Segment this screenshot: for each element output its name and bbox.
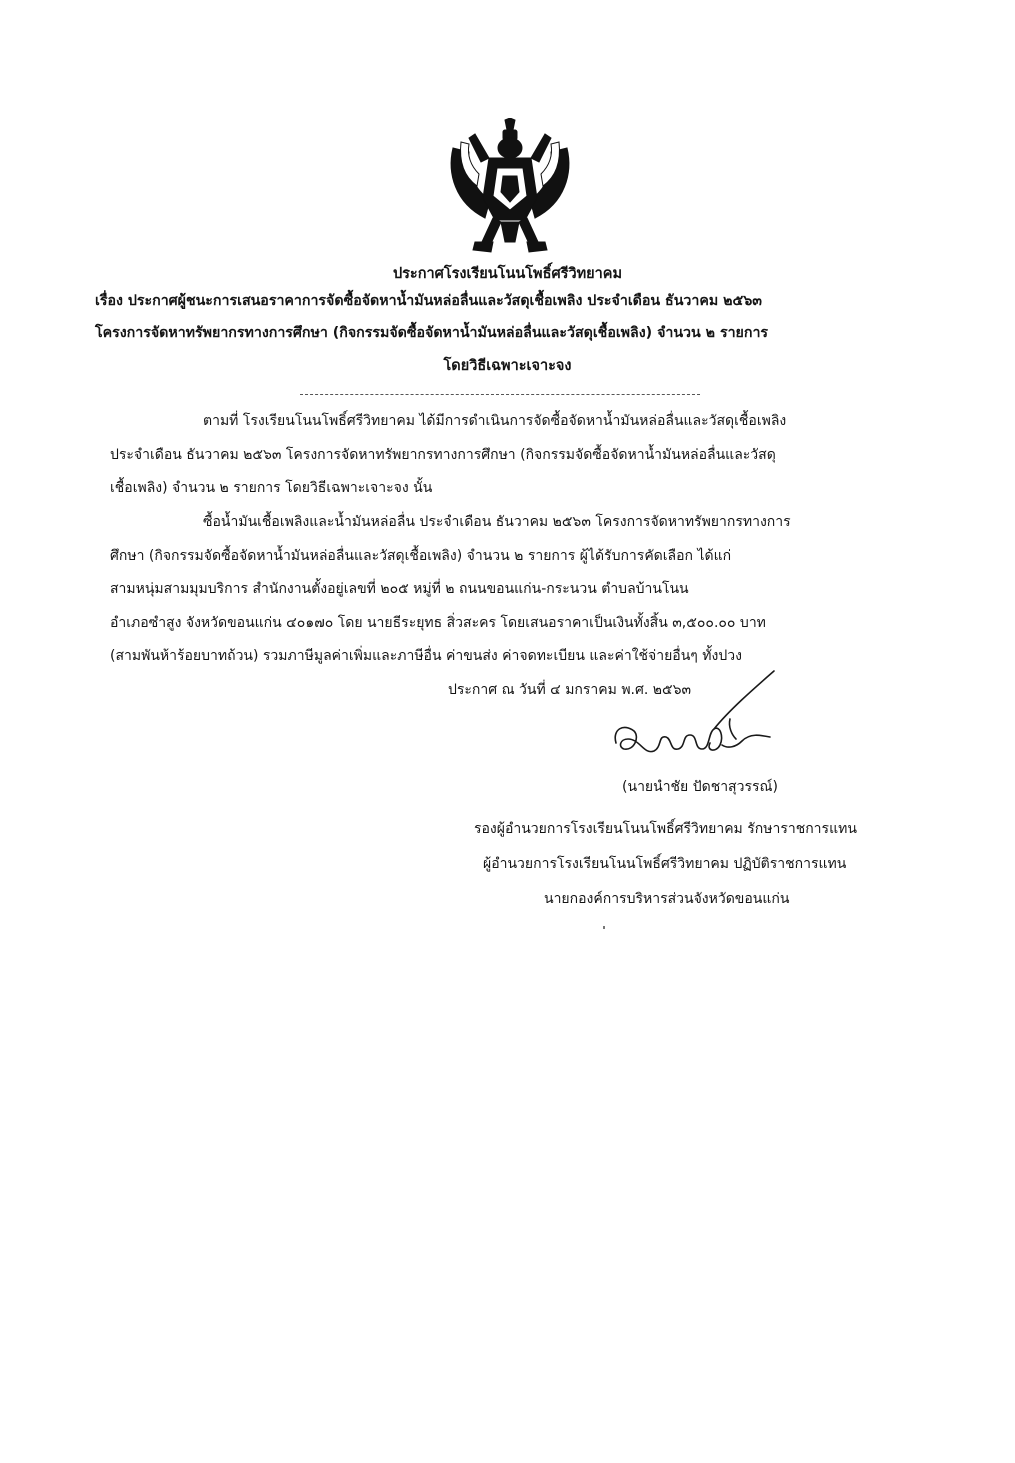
method-line: โดยวิธีเฉพาะเจาะจง xyxy=(443,358,572,374)
paragraph-2-line-1: ซื้อน้ำมันเชื้อเพลิงและน้ำมันหล่อลื่น ประจำเดือน ธันวาคม ๒๕๖๓ โครงการจัดหาทรัพยากรทางการ xyxy=(203,514,791,530)
project-line: โครงการจัดหาทรัพยากรทางการศึกษา (กิจกรรมจัดซื้อจัดหาน้ำมันหล่อลื่นและวัสดุเชื้อเพลิง) จำนวน ๒ รายการ xyxy=(95,325,769,341)
title-divider xyxy=(300,394,700,395)
paragraph-1-line-1: ตามที่ โรงเรียนโนนโพธิ์ศรีวิทยาคม ได้มีการดำเนินการจัดซื้อจัดหาน้ำมันหล่อลื่นและวัสดุเชื้อเพลิง xyxy=(203,413,787,429)
paragraph-2-line-5: (สามพันห้าร้อยบาทถ้วน) รวมภาษีมูลค่าเพิ่มและภาษีอื่น ค่าขนส่ง ค่าจดทะเบียน และค่าใช้จ่ายอื่นๆ ทั้งปวง xyxy=(110,648,742,664)
announcement-title: ประกาศโรงเรียนโนนโพธิ์ศรีวิทยาคม xyxy=(392,266,623,282)
signatory-position-line-3: นายกองค์การบริหารส่วนจังหวัดขอนแก่น xyxy=(544,891,790,907)
paragraph-2-line-4: อำเภอซำสูง จังหวัดขอนแก่น ๔๐๑๗๐ โดย นายธีระยุทธ สิ่วสะคร โดยเสนอราคาเป็นเงินทั้งสิ้น ๓,๕๐๐.๐๐ บาท xyxy=(110,615,766,631)
signatory-name: (นายนำชัย ปัดชาสุวรรณ์) xyxy=(622,779,778,795)
handwritten-signature-icon xyxy=(610,665,790,775)
signatory-position-line-2: ผู้อำนวยการโรงเรียนโนนโพธิ์ศรีวิทยาคม ปฏิบัติราชการแทน xyxy=(483,856,847,872)
subject-line: เรื่อง ประกาศผู้ชนะการเสนอราคาการจัดซื้อจัดหาน้ำมันหล่อลื่นและวัสดุเชื้อเพลิง ประจำเดือน ธันวาคม ๒๕๖๓ xyxy=(95,293,762,309)
announcement-date: ประกาศ ณ วันที่ ๔ มกราคม พ.ศ. ๒๕๖๓ xyxy=(448,682,692,698)
paragraph-1-line-2: ประจำเดือน ธันวาคม ๒๕๖๓ โครงการจัดหาทรัพยากรทางการศึกษา (กิจกรรมจัดซื้อจัดหาน้ำมันหล่อลื่นและวัสดุ xyxy=(110,447,776,463)
paragraph-2-line-3: สามหนุ่มสามมุมบริการ สำนักงานตั้งอยู่เลขที่ ๒๐๕ หมู่ที่ ๒ ถนนขอนแก่น-กระนวน ตำบลบ้านโนน xyxy=(110,581,689,597)
garuda-emblem-icon xyxy=(445,118,575,258)
paragraph-1-line-3: เชื้อเพลิง) จำนวน ๒ รายการ โดยวิธีเฉพาะเจาะจง นั้น xyxy=(110,480,433,496)
signatory-position-line-1: รองผู้อำนวยการโรงเรียนโนนโพธิ์ศรีวิทยาคม รักษาราชการแทน xyxy=(474,821,857,837)
paragraph-2-line-2: ศึกษา (กิจกรรมจัดซื้อจัดหาน้ำมันหล่อลื่นและวัสดุเชื้อเพลิง) จำนวน ๒ รายการ ผู้ได้รับการคัดเลือก ได้แก่ xyxy=(110,548,732,564)
scan-mark xyxy=(603,926,605,929)
